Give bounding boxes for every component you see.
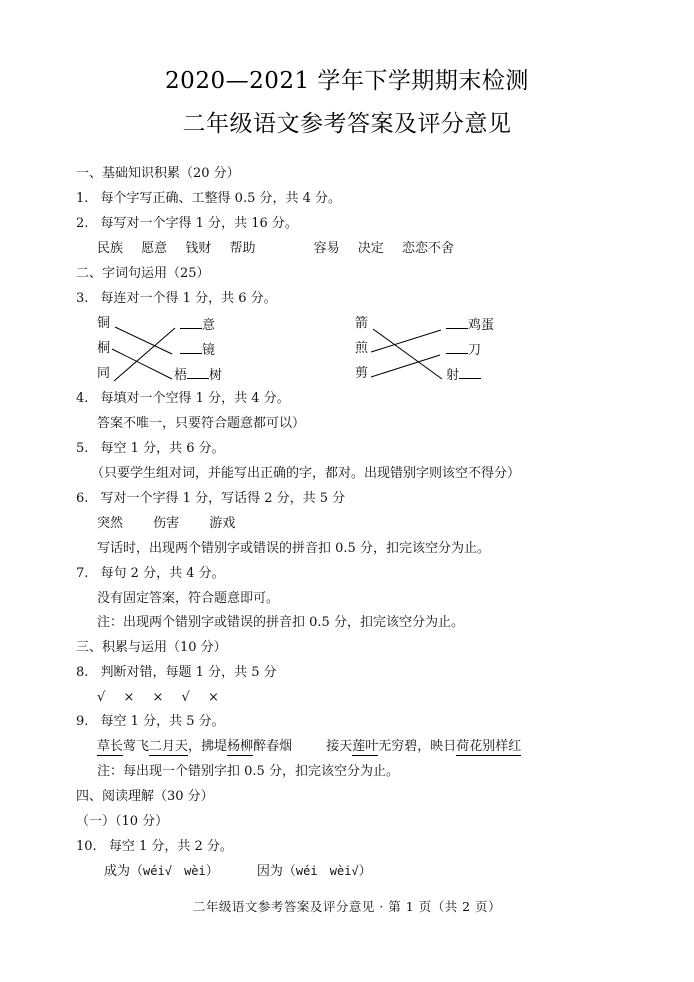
underlined-answer: 荷花别样红 <box>456 739 522 754</box>
item-number: 3. <box>76 291 89 306</box>
cross-mark: × <box>207 690 219 705</box>
answer-word: 伤害 <box>153 516 180 531</box>
document-title-line2: 二年级语文参考答案及评分意见 <box>182 111 512 137</box>
answer-word: 愿意 <box>141 241 168 256</box>
item-q4 <box>76 391 290 407</box>
check-mark: √ <box>181 690 190 705</box>
answer-word: 决定 <box>357 241 384 256</box>
section-1-heading: 一、基础知识积累（20 分） <box>76 166 240 181</box>
item-q10 <box>76 839 233 855</box>
item-text: 每句 2 分，共 4 分。 <box>100 566 225 581</box>
item-text: 每写对一个字得 1 分，共 16 分。 <box>100 216 298 231</box>
answer-word: 游戏 <box>209 516 236 531</box>
answer-word: 恋恋不舍 <box>401 241 454 256</box>
document-title-line1: 2020—2021 学年下学期期末检测 <box>165 68 529 94</box>
underlined-answer: 二月天 <box>149 739 189 754</box>
pinyin-option: wéi <box>295 864 318 878</box>
q4-note: 答案不唯一，只要符合题意都可以） <box>97 416 306 431</box>
item-text: 每填对一个空得 1 分，共 4 分。 <box>100 391 290 406</box>
match-left-char: 桐 <box>97 341 111 356</box>
section-4-subheading: （一）（10 分） <box>76 814 169 829</box>
item-text: 每空 1 分，共 2 分。 <box>108 839 233 854</box>
item-number: 6. <box>76 491 89 506</box>
item-number: 2. <box>76 216 89 231</box>
match-target: 镜 <box>180 341 215 359</box>
item-q8 <box>76 665 277 681</box>
pinyin-option: wèi <box>184 864 206 878</box>
item-number: 8. <box>76 665 89 680</box>
answer-word: 突然 <box>97 516 124 531</box>
item-text: 判断对错，每题 1 分，共 5 分 <box>100 665 277 680</box>
section-3-heading: 三、积累与运用（10 分） <box>76 640 227 655</box>
match-left-char: 剪 <box>355 366 369 381</box>
cross-mark: × <box>123 690 135 705</box>
item-q6 <box>76 491 345 507</box>
item-text: 每空 1 分，共 6 分。 <box>100 441 225 456</box>
match-left-char: 铜 <box>97 316 111 331</box>
item-number: 7. <box>76 566 89 581</box>
underlined-answer: 杨柳 <box>227 739 254 754</box>
item-number: 9. <box>76 714 89 729</box>
answer-word: 民族 <box>97 241 124 256</box>
item-number: 1. <box>76 191 89 206</box>
item-q5 <box>76 441 225 457</box>
item-number: 10. <box>76 839 97 854</box>
match-target: 刀 <box>446 341 481 359</box>
q9-poem-line: 草长莺飞二月天，拂堤杨柳醉春烟 接天莲叶无穷碧，映日荷花别样红 <box>97 739 522 754</box>
q10-answers: 成为（wéi√ wèi） 因为（wéi wèi√） <box>104 864 372 879</box>
q5-note: （只要学生组对词，并能写出正确的字，都对。出现错别字则该空不得分） <box>91 466 521 481</box>
item-number: 5. <box>76 441 89 456</box>
section-2-heading: 二、字词句运用（25） <box>76 266 210 281</box>
match-left-char: 箭 <box>355 316 369 331</box>
underlined-answer: 草长 <box>97 739 124 754</box>
check-mark: √ <box>97 690 106 705</box>
pinyin-option-selected: wéi√ <box>143 864 172 878</box>
item-number: 4. <box>76 391 89 406</box>
section-4-heading: 四、阅读理解（30 分） <box>76 789 214 804</box>
underlined-answer: 莲叶 <box>352 739 379 754</box>
page-footer: 二年级语文参考答案及评分意见 · 第 1 页（共 2 页） <box>192 899 502 914</box>
item-text: 每连对一个得 1 分，共 6 分。 <box>100 291 277 306</box>
match-target: 鸡蛋 <box>446 316 494 334</box>
match-left-char: 同 <box>97 366 111 381</box>
q7-note1: 没有固定答案，符合题意即可。 <box>97 591 280 606</box>
q8-marks <box>97 690 219 706</box>
item-text: 每个字写正确、工整得 0.5 分，共 4 分。 <box>100 191 342 206</box>
q6-note: 写话时，出现两个错别字或错误的拼音扣 0.5 分，扣完该空分为止。 <box>97 541 490 556</box>
item-q7 <box>76 566 225 582</box>
q7-note2: 注：出现两个错别字或错误的拼音扣 0.5 分，扣完该空分为止。 <box>97 615 464 630</box>
item-q9 <box>76 714 225 730</box>
q9-note: 注：每出现一个错别字扣 0.5 分，扣完该空分为止。 <box>97 764 399 779</box>
answer-word: 钱财 <box>185 241 212 256</box>
item-text: 写对一个字得 1 分，写话得 2 分，共 5 分 <box>100 491 346 506</box>
match-target: 意 <box>180 316 215 334</box>
cross-mark: × <box>152 690 164 705</box>
pinyin-option-selected: wèi√ <box>329 864 359 878</box>
answer-word: 帮助 <box>229 241 256 256</box>
answer-word: 容易 <box>313 241 340 256</box>
item-text: 每空 1 分，共 5 分。 <box>100 714 225 729</box>
match-target: 梧 树 <box>174 368 223 383</box>
q6-answers <box>97 516 235 532</box>
match-left-char: 煎 <box>355 341 369 356</box>
match-target: 射 <box>446 366 481 384</box>
